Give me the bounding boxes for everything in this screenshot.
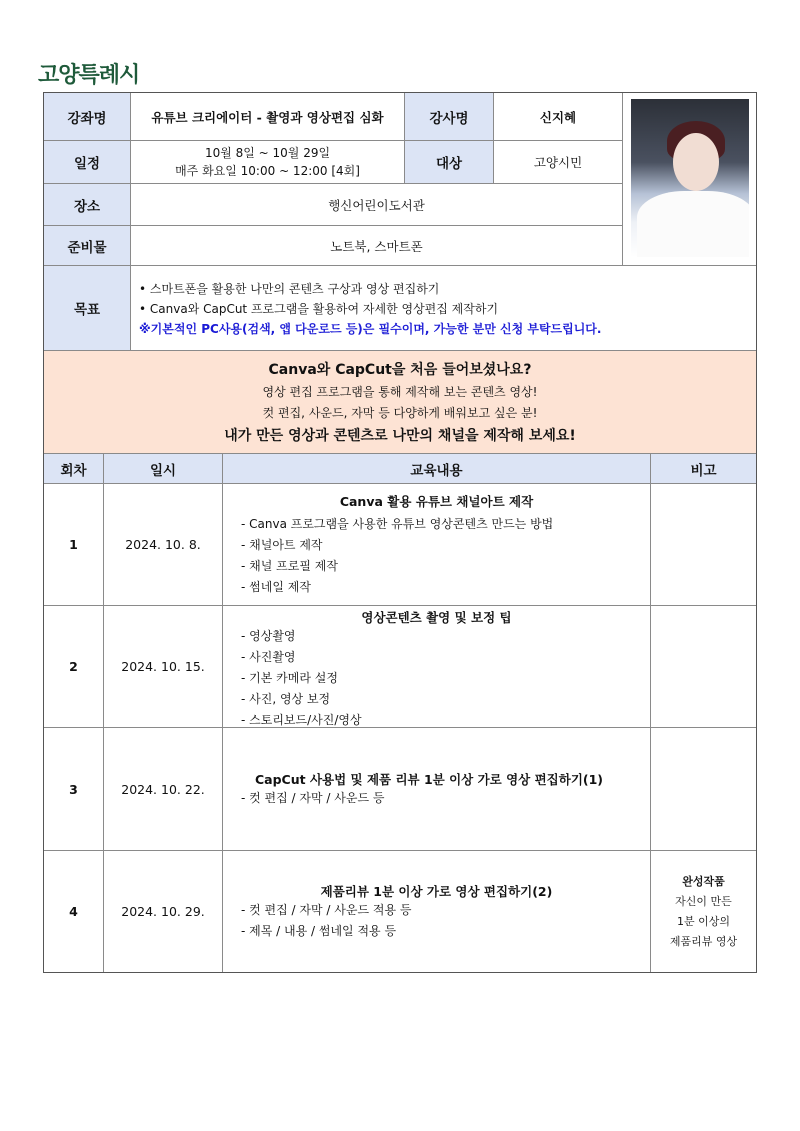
- goal-item: • Canva와 CapCut 프로그램을 활용하여 자세한 영상편집 제작하기: [139, 301, 499, 316]
- course-info-border: [43, 92, 757, 454]
- note-line: 제품리뷰 영상: [669, 934, 738, 948]
- banner-line: 영상 편집 프로그램을 통해 제작해 보는 콘텐츠 영상!: [262, 385, 538, 399]
- session-number: 2: [44, 605, 103, 727]
- banner-callout: 내가 만든 영상과 콘텐츠로 나만의 채널을 제작해 보세요!: [224, 428, 576, 444]
- session-item: - 기본 카메라 설정: [241, 671, 338, 685]
- materials-value: 노트북, 스마트폰: [130, 225, 622, 265]
- session-number: 4: [44, 850, 103, 972]
- session-title: 제품리뷰 1분 이상 가로 영상 편집하기(2): [320, 883, 553, 899]
- location-value: 행신어린이도서관: [130, 183, 622, 225]
- goal-label: 목표: [44, 265, 130, 350]
- header-content: 교육내용: [222, 453, 650, 483]
- goal-item: • 스마트폰을 활용한 나만의 콘텐츠 구상과 영상 편집하기: [139, 281, 440, 296]
- schedule-border: [43, 453, 757, 973]
- session-date: 2024. 10. 29.: [103, 850, 222, 972]
- target-value: 고양시민: [493, 140, 622, 183]
- note-line: 1분 이상의: [677, 914, 730, 928]
- header-session: 회차: [44, 453, 103, 483]
- schedule-dates: 10월 8일 ~ 10월 29일: [204, 146, 331, 160]
- session-item: - 제목 / 내용 / 썸네일 적용 등: [241, 923, 397, 938]
- session-date: 2024. 10. 15.: [103, 605, 222, 727]
- session-item: - 채널아트 제작: [241, 537, 323, 552]
- session-date: 2024. 10. 22.: [103, 727, 222, 850]
- session-item: - 채널 프로필 제작: [241, 558, 338, 573]
- session-item: - 사진, 영상 보정: [241, 692, 331, 706]
- session-date: 2024. 10. 8.: [103, 483, 222, 605]
- session-title: 영상콘텐츠 촬영 및 보정 팁: [361, 610, 512, 625]
- instructor-value: 신지혜: [493, 93, 622, 140]
- session-item: - 스토리보드/사진/영상: [241, 713, 362, 727]
- banner-headline: Canva와 CapCut을 처음 들어보셨나요?: [268, 362, 532, 378]
- session-item: - 영상촬영: [241, 629, 296, 643]
- session-item: - 썸네일 제작: [241, 579, 311, 594]
- banner-line: 컷 편집, 사운드, 자막 등 다양하게 배워보고 싶은 분!: [262, 406, 538, 420]
- session-item: - 사진촬영: [241, 650, 296, 664]
- goal-note: ※기본적인 PC사용(검색, 앱 다운로드 등)은 필수이며, 가능한 분만 신청 부탁드립니다.: [139, 321, 602, 336]
- note-line: 자신이 만든: [675, 894, 732, 908]
- header-date: 일시: [103, 453, 222, 483]
- session-title: Canva 활용 유튜브 채널아트 제작: [339, 493, 534, 509]
- session-number: 3: [44, 727, 103, 850]
- course-label: 강좌명: [44, 93, 130, 140]
- header-note: 비고: [650, 453, 756, 483]
- instructor-label: 강사명: [404, 93, 493, 140]
- schedule-times: 매주 화요일 10:00 ~ 12:00 [4회]: [175, 164, 360, 178]
- session-item: - 컷 편집 / 자막 / 사운드 적용 등: [241, 902, 412, 917]
- course-value: 유튜브 크리에이터 - 촬영과 영상편집 심화: [130, 93, 404, 140]
- materials-label: 준비물: [44, 225, 130, 265]
- session-title: CapCut 사용법 및 제품 리뷰 1분 이상 가로 영상 편집하기(1): [255, 771, 604, 787]
- target-label: 대상: [404, 140, 493, 183]
- session-item: - 컷 편집 / 자막 / 사운드 등: [241, 790, 385, 805]
- org-title: 고양특례시: [38, 63, 140, 88]
- note-title: 완성작품: [682, 874, 725, 888]
- location-label: 장소: [44, 183, 130, 225]
- schedule-label: 일정: [44, 140, 130, 183]
- session-item: - Canva 프로그램을 사용한 유튜브 영상콘텐츠 만드는 방법: [241, 516, 554, 531]
- session-number: 1: [44, 483, 103, 605]
